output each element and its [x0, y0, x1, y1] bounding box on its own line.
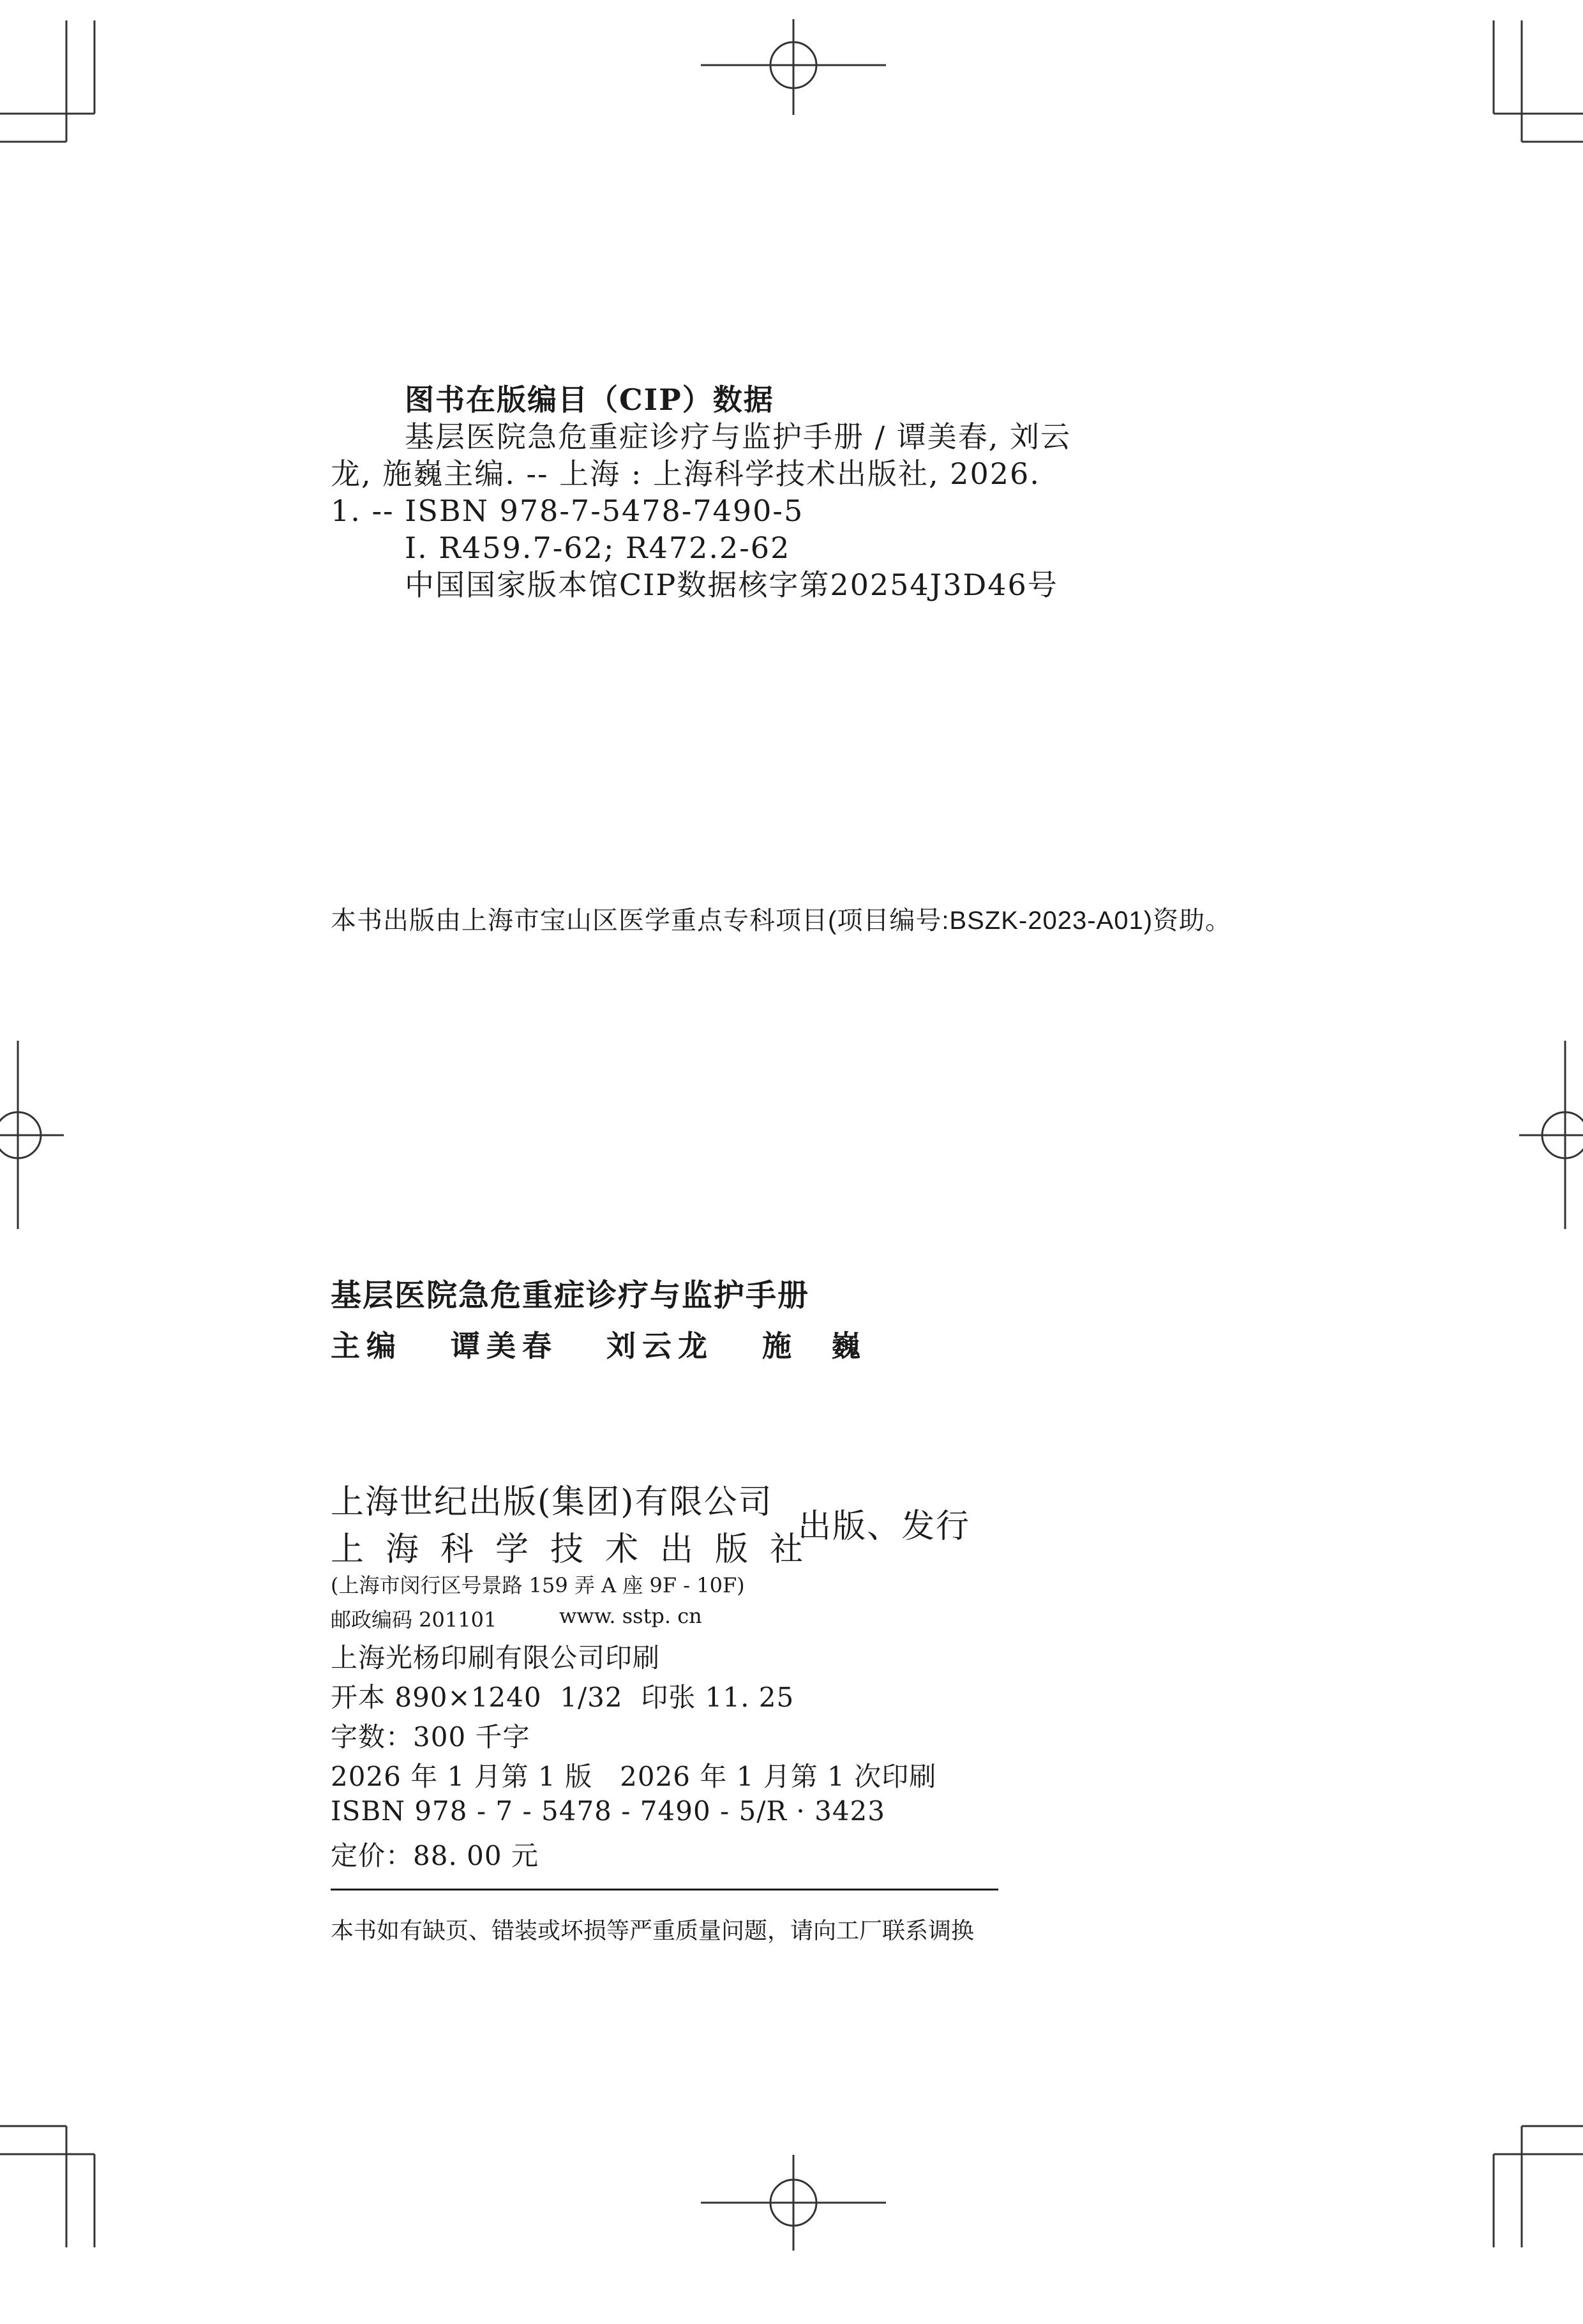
cip-heading: 图书在版编目（CIP）数据 [405, 382, 774, 417]
cip-line-2: 龙, 施巍主编. -- 上海 : 上海科学技术出版社, 2026. [331, 456, 1040, 491]
price: 定价：88. 00 元 [331, 1840, 539, 1871]
cip-line-5: 中国国家版本馆CIP数据核字第20254J3D46号 [405, 568, 1058, 602]
publisher-press: 上海科学技术出版社 [331, 1530, 825, 1569]
cip-line-4: Ⅰ. R459.7-62; R472.2-62 [405, 531, 791, 565]
footer-note: 本书如有缺页、错装或坏损等严重质量问题，请向工厂联系调换 [331, 1918, 975, 1944]
cip-line-3: 1. -- ISBN 978-7-5478-7490-5 [331, 494, 804, 528]
editors-line [331, 1323, 905, 1365]
website: www. sstp. cn [559, 1604, 702, 1628]
publisher-group: 上海世纪出版(集团)有限公司 [331, 1483, 773, 1521]
publisher-role: 出版、发行 [798, 1507, 971, 1546]
editors-label: 主编 [331, 1329, 402, 1363]
funding-note: 本书出版由上海市宝山区医学重点专科项目(项目编号:BSZK-2023-A01)资助。 [331, 907, 1232, 935]
footer-divider [331, 1889, 998, 1890]
postcode: 邮政编码 201101 [331, 1608, 497, 1632]
printer: 上海光杨印刷有限公司印刷 [331, 1642, 661, 1673]
cip-line-1: 基层医院急危重症诊疗与监护手册 / 谭美春, 刘云 [405, 419, 1071, 454]
publisher-address: (上海市闵行区号景路 159 弄 A 座 9F - 10F) [331, 1573, 745, 1597]
editor-1: 谭美春 [451, 1329, 559, 1363]
isbn: ISBN 978 - 7 - 5478 - 7490 - 5/R · 3423 [331, 1795, 885, 1827]
editor-2: 刘云龙 [606, 1329, 714, 1363]
editor-3: 施 巍 [762, 1329, 867, 1363]
book-title: 基层医院急危重症诊疗与监护手册 [331, 1279, 810, 1313]
format-info: 开本 890×1240 1/32 印张 11. 25 [331, 1682, 795, 1713]
edition-info: 2026 年 1 月第 1 版 2026 年 1 月第 1 次印刷 [331, 1761, 937, 1792]
word-count: 字数：300 千字 [331, 1721, 530, 1753]
